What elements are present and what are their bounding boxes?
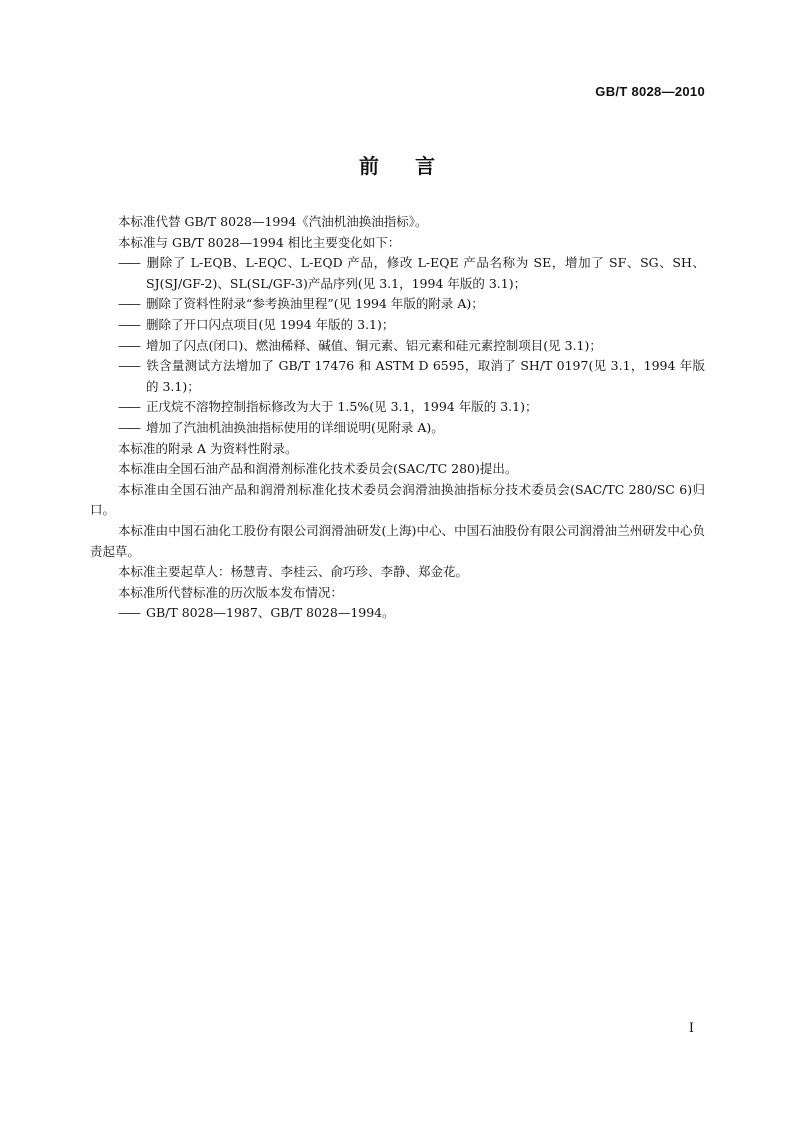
paragraph-appendix: 本标准的附录 A 为资料性附录。 xyxy=(118,440,298,456)
dash-marker: —— xyxy=(118,296,139,312)
change-item-text: 铁含量测试方法增加了 GB/T 17476 和 ASTM D 6595，取消了 SH/T 0197(见 3.1，1994 年版的 3.1)； xyxy=(146,358,705,394)
title-char-2: 言 xyxy=(415,154,435,178)
history-item-text: GB/T 8028—1987、GB/T 8028—1994。 xyxy=(146,605,395,621)
page-number: I xyxy=(688,1021,694,1036)
change-item-text: 增加了汽油机油换油指标使用的详细说明(见附录 A)。 xyxy=(146,419,444,435)
dash-marker: —— xyxy=(118,358,139,374)
standard-number: GB/T 8028—2010 xyxy=(595,84,705,99)
change-item xyxy=(90,336,705,357)
change-item xyxy=(90,356,705,397)
page-title xyxy=(0,150,794,179)
paragraph-drafters: 本标准主要起草人：杨慧青、李桂云、俞巧珍、李静、郑金花。 xyxy=(118,564,469,580)
change-item-text: 删除了 L-EQB、L-EQC、L-EQD 产品，修改 L-EQE 产品名称为 SE，增加了 SF、SG、SH、SJ(SJ/GF-2)、SL(SL/GF-3)产品序列(见 3.1，1994 年版的 3.1)； xyxy=(146,255,705,291)
change-item-text: 正戊烷不溶物控制指标修改为大于 1.5%(见 3.1，1994 年版的 3.1)； xyxy=(146,399,538,415)
dash-marker: —— xyxy=(118,399,139,415)
change-item-text: 删除了资料性附录“参考换油里程”(见 1994 年版的附录 A)； xyxy=(146,296,484,312)
title-char-1: 前 xyxy=(359,154,379,178)
change-item xyxy=(90,397,705,418)
paragraph-administered-by: 本标准由全国石油产品和润滑剂标准化技术委员会润滑油换油指标分技术委员会(SAC/TC 280/SC 6)归口。 xyxy=(90,481,705,518)
dash-marker: —— xyxy=(118,255,139,271)
change-item xyxy=(90,315,705,336)
dash-marker: —— xyxy=(118,419,139,435)
foreword-body xyxy=(90,212,705,624)
paragraph-drafted-by: 本标准由中国石油化工股份有限公司润滑油研发(上海)中心、中国石油股份有限公司润滑油兰州研发中心负责起草。 xyxy=(90,522,705,559)
change-item xyxy=(90,418,705,439)
change-item xyxy=(90,294,705,315)
paragraph-proposed-by: 本标准由全国石油产品和润滑剂标准化技术委员会(SAC/TC 280)提出。 xyxy=(118,461,518,477)
dash-marker: —— xyxy=(118,316,139,332)
dash-marker: —— xyxy=(118,605,139,621)
paragraph-history-intro: 本标准所代替标准的历次版本发布情况： xyxy=(118,584,344,600)
paragraph-replaces: 本标准代替 GB/T 8028—1994《汽油机油换油指标》。 xyxy=(118,214,428,229)
history-item xyxy=(90,603,705,624)
change-item-text: 删除了开口闪点项目(见 1994 年版的 3.1)； xyxy=(146,316,395,332)
change-item-text: 增加了闪点(闭口)、燃油稀释、碱值、铜元素、铝元素和硅元素控制项目(见 3.1)； xyxy=(146,337,602,353)
dash-marker: —— xyxy=(118,337,139,353)
paragraph-changes-intro: 本标准与 GB/T 8028—1994 相比主要变化如下： xyxy=(118,234,401,250)
change-item xyxy=(90,253,705,294)
